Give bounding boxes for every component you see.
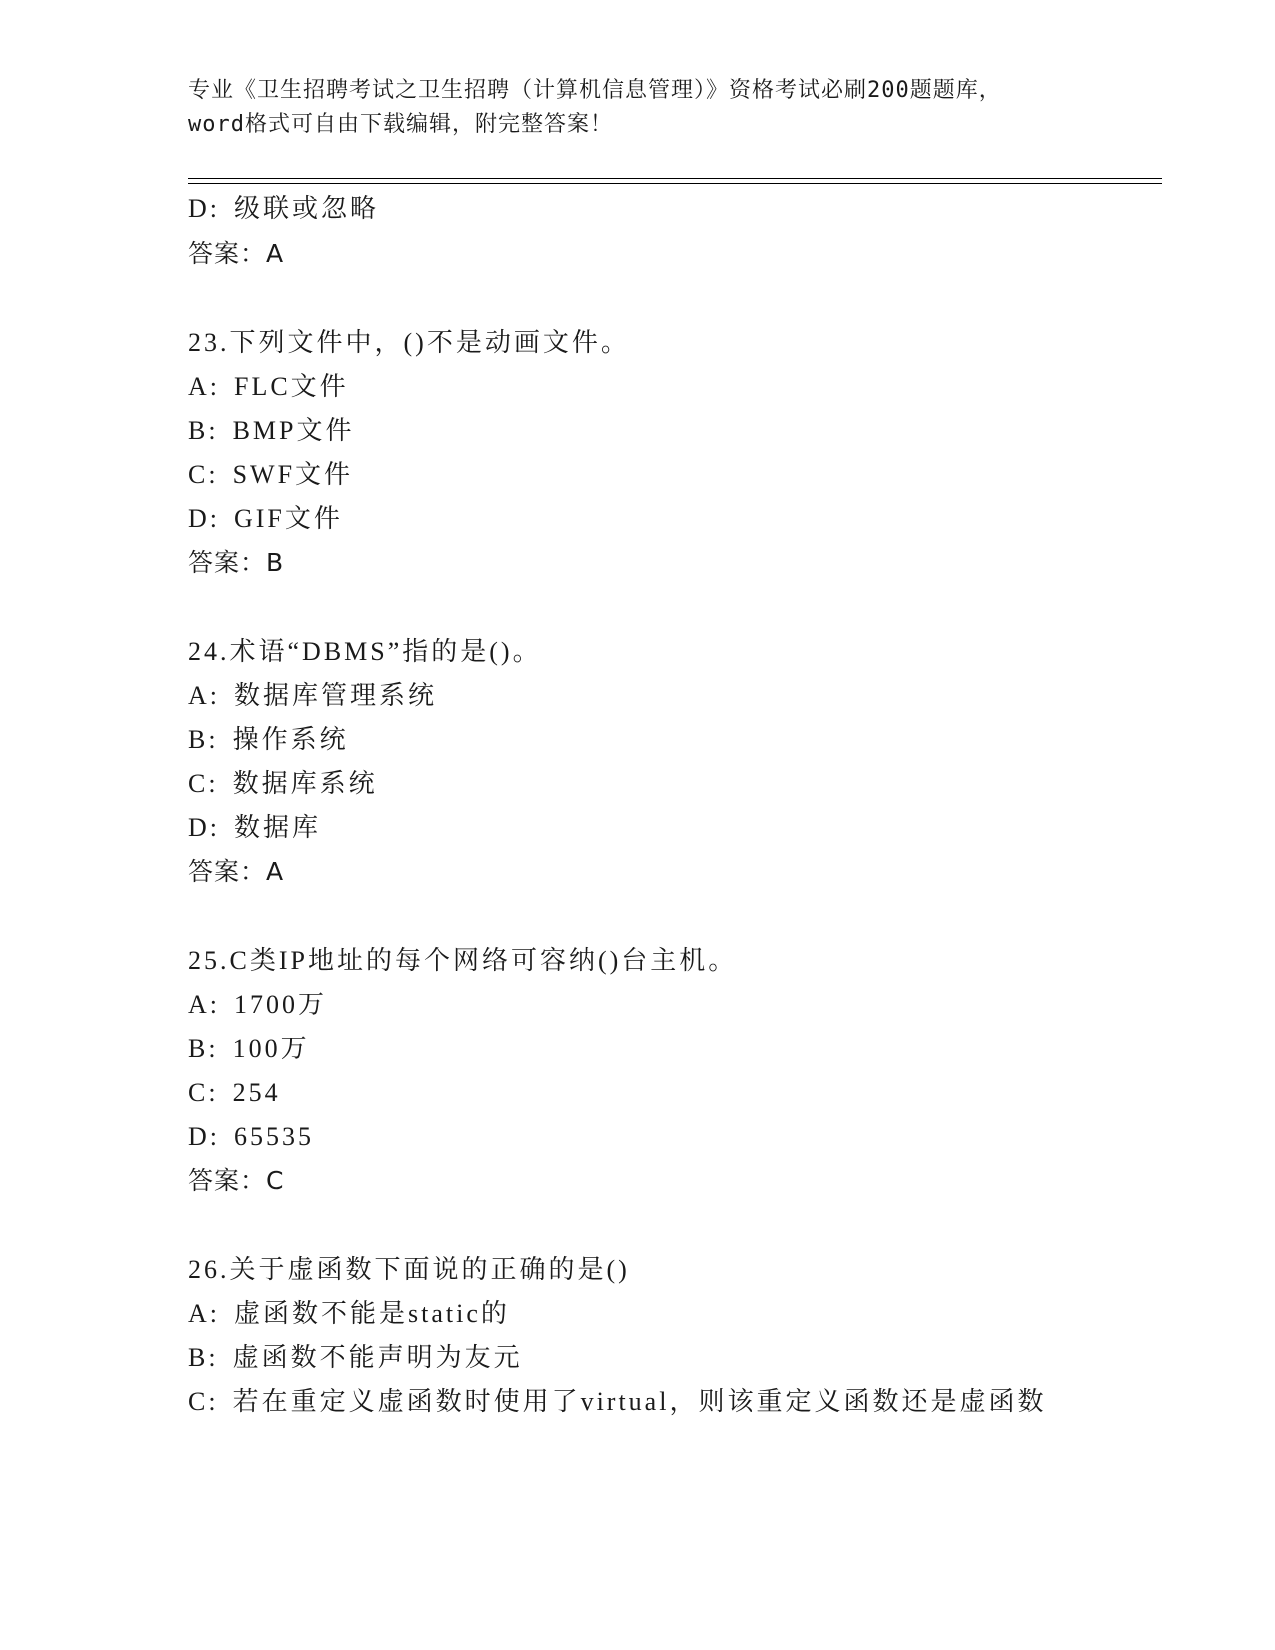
- option-text: GIF文件: [234, 504, 343, 533]
- option-text: 数据库管理系统: [234, 681, 438, 710]
- option-text: BMP文件: [232, 416, 355, 445]
- option-label: D:: [188, 813, 220, 842]
- option-text: 254: [232, 1078, 281, 1107]
- option-text: 虚函数不能声明为友元: [232, 1343, 523, 1372]
- header-divider-top: [188, 178, 1162, 179]
- prev-question-option-d: [188, 194, 379, 224]
- option-text: 操作系统: [232, 725, 349, 754]
- question-24-option-c: [188, 769, 378, 799]
- option-label: B:: [188, 725, 219, 754]
- option-text: 65535: [234, 1122, 314, 1151]
- question-25-option-c: [188, 1078, 281, 1108]
- option-label: B:: [188, 416, 219, 445]
- option-label: C:: [188, 1387, 219, 1416]
- question-23-stem: 23.下列文件中，()不是动画文件。: [188, 328, 630, 357]
- question-24-answer: 答案：A: [188, 857, 285, 886]
- question-25-option-b: [188, 1034, 310, 1064]
- option-label: D:: [188, 504, 220, 533]
- option-label: C:: [188, 1078, 219, 1107]
- prev-question-answer: 答案：A: [188, 239, 285, 268]
- header-title-line-1: 专业《卫生招聘考试之卫生招聘（计算机信息管理）》资格考试必刷200题题库，: [188, 78, 1002, 103]
- option-label: B:: [188, 1034, 219, 1063]
- option-text: 虚函数不能是static的: [234, 1299, 510, 1328]
- question-24-stem: 24.术语“DBMS”指的是()。: [188, 637, 542, 666]
- question-25-option-d: [188, 1122, 314, 1152]
- option-text: SWF文件: [232, 460, 354, 489]
- option-label: D:: [188, 1122, 220, 1151]
- question-25-answer: 答案：C: [188, 1166, 285, 1195]
- option-label: B:: [188, 1343, 219, 1372]
- header-divider-bottom: [188, 183, 1162, 184]
- option-label: A:: [188, 681, 220, 710]
- document-header: [188, 74, 1088, 142]
- option-text: 1700万: [234, 990, 328, 1019]
- question-23-option-d: [188, 504, 343, 534]
- option-text: 级联或忽略: [234, 194, 380, 223]
- option-label: C:: [188, 460, 219, 489]
- question-23-answer: 答案：B: [188, 548, 285, 577]
- option-text: 100万: [232, 1034, 310, 1063]
- option-label: A:: [188, 372, 220, 401]
- question-26-option-c: [188, 1387, 1046, 1417]
- question-24-option-a: [188, 681, 437, 711]
- option-text: 数据库: [234, 813, 322, 842]
- option-label: A:: [188, 990, 220, 1019]
- question-23-option-b: [188, 416, 355, 446]
- question-25-stem: 25.C类IP地址的每个网络可容纳()台主机。: [188, 946, 738, 975]
- question-26-stem: 26.关于虚函数下面说的正确的是(): [188, 1255, 630, 1284]
- option-label: D:: [188, 194, 220, 223]
- option-label: C:: [188, 769, 219, 798]
- header-title-line-2: word格式可自由下载编辑，附完整答案！: [188, 112, 613, 137]
- question-26-option-b: [188, 1343, 523, 1373]
- question-23-option-a: [188, 372, 349, 402]
- option-text: 若在重定义虚函数时使用了virtual，则该重定义函数还是虚函数: [232, 1387, 1047, 1416]
- question-25-option-a: [188, 990, 327, 1020]
- question-24-option-b: [188, 725, 349, 755]
- option-label: A:: [188, 1299, 220, 1328]
- question-26-option-a: [188, 1299, 510, 1329]
- option-text: FLC文件: [234, 372, 349, 401]
- question-23-option-c: [188, 460, 353, 490]
- question-24-option-d: [188, 813, 321, 843]
- option-text: 数据库系统: [232, 769, 378, 798]
